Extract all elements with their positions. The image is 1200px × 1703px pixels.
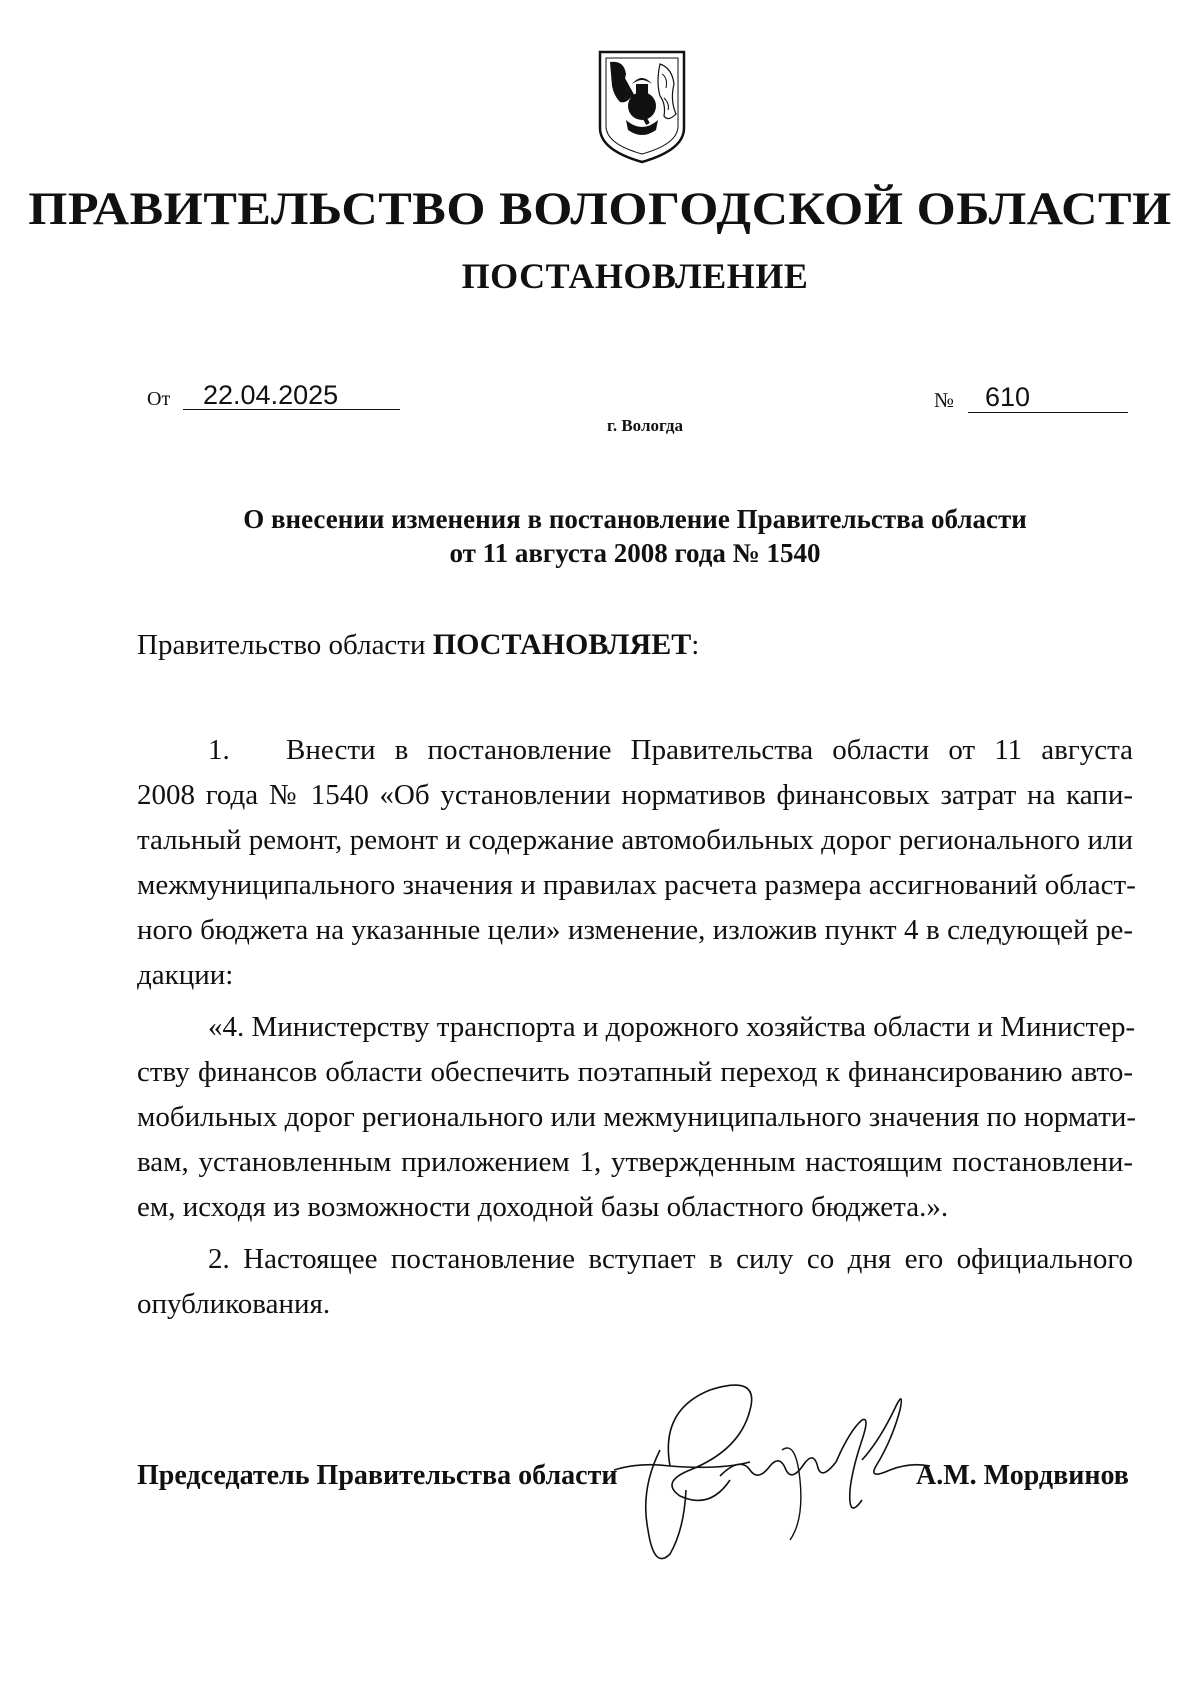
document-number: 610 bbox=[985, 382, 1031, 412]
document-body bbox=[137, 728, 1137, 1334]
paragraph-line: межмуниципального значения и правилах расчета размера ассигнований област- bbox=[137, 869, 1136, 901]
paragraph-line-text: Внести в постановление Правительства области от 11 августа bbox=[286, 734, 1133, 766]
paragraph-line bbox=[137, 728, 1133, 773]
document-date: 22.04.2025 bbox=[203, 380, 339, 410]
paragraph-line: «4. Министерству транспорта и дорожного хозяйства области и Министер- bbox=[208, 1011, 1136, 1043]
paragraph-line: ем, исходя из возможности доходной базы областного бюджета.». bbox=[137, 1191, 949, 1223]
preamble-emphasis: ПОСТАНОВЛЯЕТ bbox=[432, 628, 692, 661]
date-prefix: От bbox=[147, 388, 171, 410]
organization-title: ПРАВИТЕЛЬСТВО ВОЛОГОДСКОЙ ОБЛАСТИ bbox=[28, 183, 1172, 235]
subject-line: от 11 августа 2008 года № 1540 bbox=[449, 538, 821, 568]
paragraph-line: мобильных дорог регионального или межмуниципального значения по нормати- bbox=[137, 1101, 1137, 1133]
paragraph-2 bbox=[137, 1237, 1133, 1327]
paragraph-line: 2008 года № 1540 «Об установлении нормативов финансовых затрат на капи- bbox=[137, 779, 1133, 811]
preamble-colon: : bbox=[691, 629, 700, 661]
paragraph-line: 2. Настоящее постановление вступает в силу со дня его официального bbox=[208, 1243, 1133, 1275]
handwritten-signature-icon bbox=[600, 1370, 940, 1585]
subject-line: О внесении изменения в постановление Правительства области bbox=[243, 504, 1027, 534]
paragraph-line: опубликования. bbox=[137, 1288, 331, 1320]
paragraph-line: вам, установленным приложением 1, утвержденным настоящим постановлени- bbox=[137, 1146, 1133, 1178]
preamble-text: Правительство области bbox=[137, 629, 433, 661]
paragraph-number: 1. bbox=[208, 734, 230, 766]
document-type-title: ПОСТАНОВЛЕНИЕ bbox=[461, 256, 809, 296]
paragraph-line: тальный ремонт, ремонт и содержание автомобильных дорог регионального или bbox=[137, 824, 1133, 856]
document-subject bbox=[0, 502, 1200, 570]
vologda-coat-of-arms-icon bbox=[596, 44, 688, 166]
signer-position: Председатель Правительства области bbox=[137, 1460, 618, 1491]
signer-name: А.М. Мордвинов bbox=[916, 1460, 1129, 1491]
paragraph-line: дакции: bbox=[137, 959, 234, 991]
paragraph-1 bbox=[137, 728, 1136, 998]
paragraph-line: ного бюджета на указанные цели» изменение, изложив пункт 4 в следующей ре- bbox=[137, 914, 1133, 946]
number-prefix: № bbox=[934, 388, 955, 412]
paragraph-quoted bbox=[137, 1005, 1137, 1230]
city: г. Вологда bbox=[607, 416, 683, 435]
preamble bbox=[137, 628, 699, 662]
paragraph-line: ству финансов области обеспечить поэтапный переход к финансированию авто- bbox=[137, 1056, 1133, 1088]
